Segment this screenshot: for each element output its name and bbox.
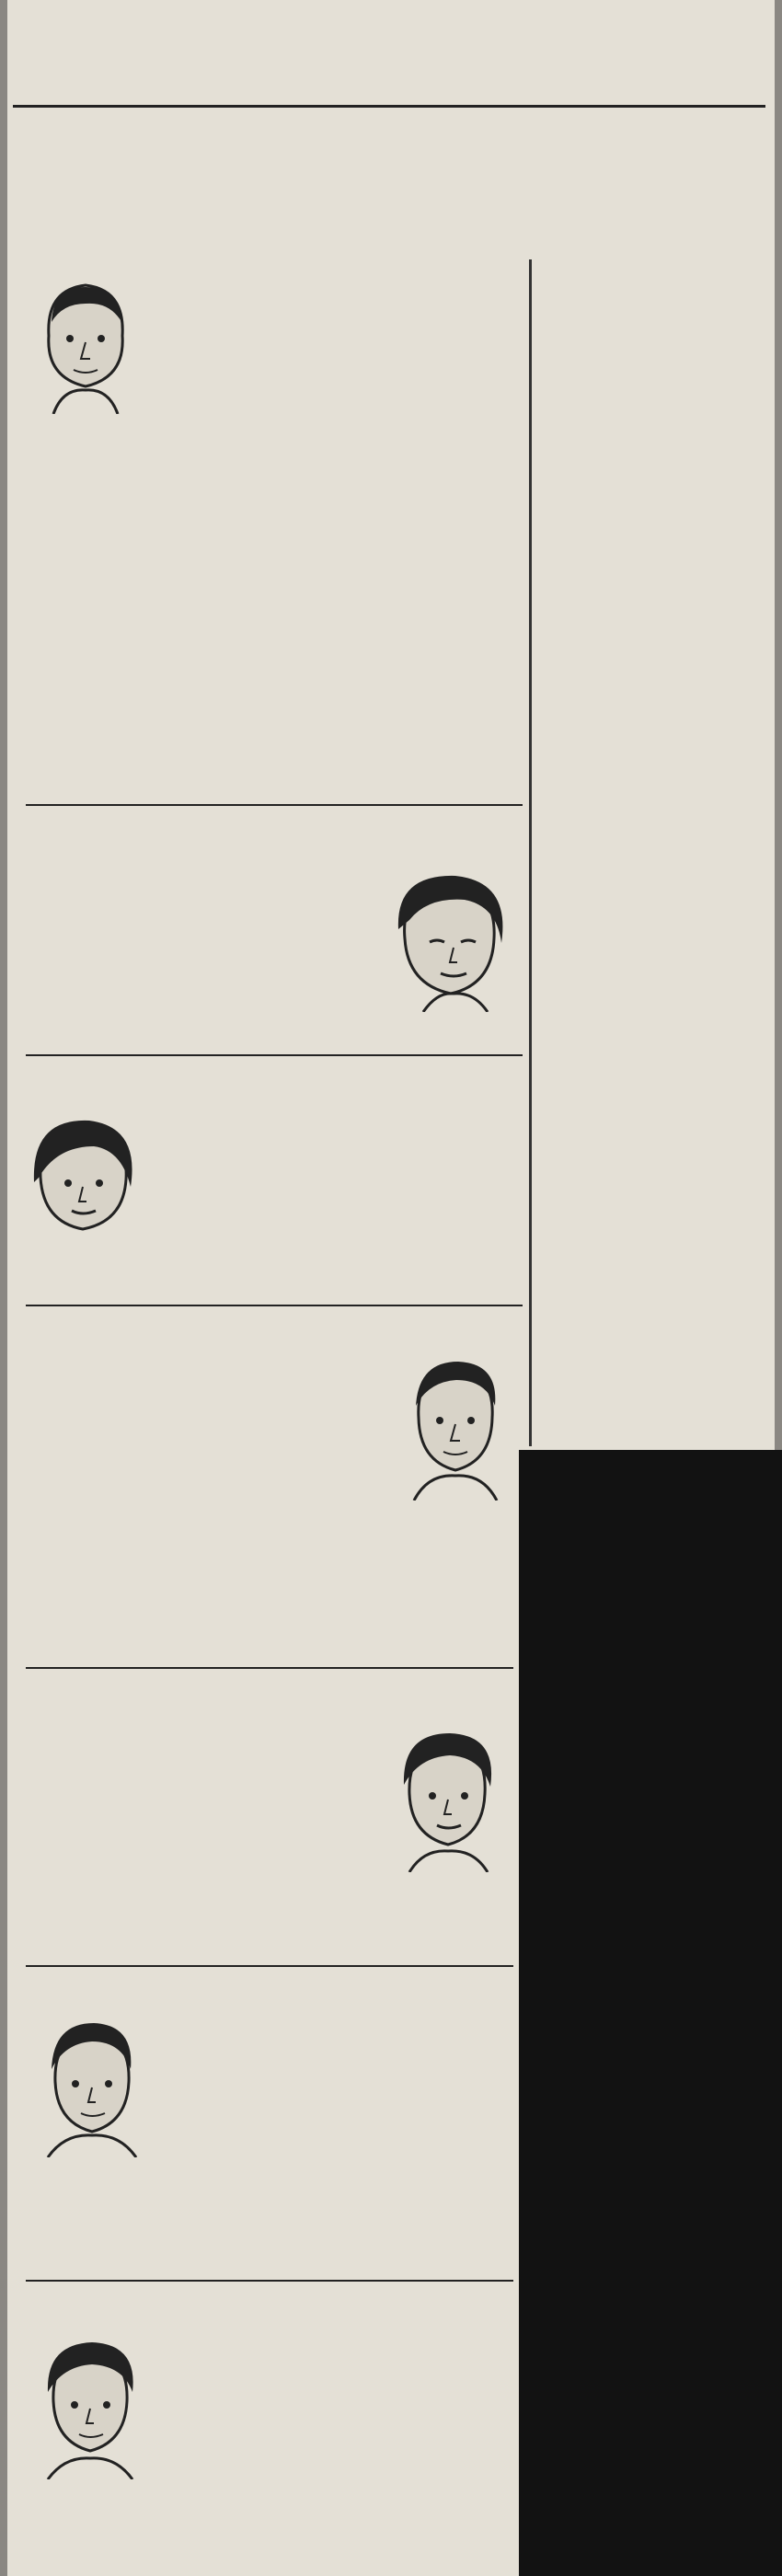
rule-5 (26, 2280, 513, 2282)
article-6-body2 (161, 2427, 513, 2519)
article-1-lead (26, 856, 366, 907)
lead-col1-top (138, 267, 276, 455)
top-rule (13, 105, 765, 108)
article-3-body2 (26, 1516, 513, 1608)
section-rule (26, 804, 523, 806)
article-5-body (161, 2011, 513, 2168)
portrait-pankrat (382, 1720, 511, 1872)
lead-col1-last (26, 716, 276, 730)
portrait-kovyazina (24, 2328, 153, 2479)
portrait-storozheva (373, 865, 520, 1012)
rule-2 (26, 1305, 523, 1306)
article-4-body2 (26, 1805, 375, 1858)
lead-col3-d (538, 915, 764, 1098)
article-5-body2 (26, 2171, 513, 2237)
article-1-body (26, 913, 366, 1014)
lead-col3-f (538, 1301, 764, 1367)
lead-col3-e (538, 1102, 764, 1295)
portrait-kimberg (396, 1349, 515, 1501)
lead-col3-a (538, 267, 764, 488)
rule-1 (26, 1054, 523, 1056)
lead-col2 (282, 267, 523, 730)
portrait-shashkina (20, 1113, 140, 1242)
article-2-body (156, 1109, 515, 1265)
portrait-demin (26, 267, 145, 414)
portrait-grechinsky (28, 2010, 156, 2157)
right-column-divider (529, 259, 532, 1446)
article-4-body (26, 1726, 375, 1805)
rule-3 (26, 1667, 513, 1669)
article-3-body (26, 1356, 394, 1512)
rule-4 (26, 1965, 513, 1967)
dark-background (519, 1450, 782, 2576)
article-4-role (26, 1921, 513, 1961)
lead-col3-c (538, 701, 764, 908)
article-6-body (161, 2329, 513, 2421)
article-4-body3 (26, 1858, 375, 1912)
lead-col1-bottom (26, 460, 276, 708)
lead-col3-b (538, 488, 764, 690)
